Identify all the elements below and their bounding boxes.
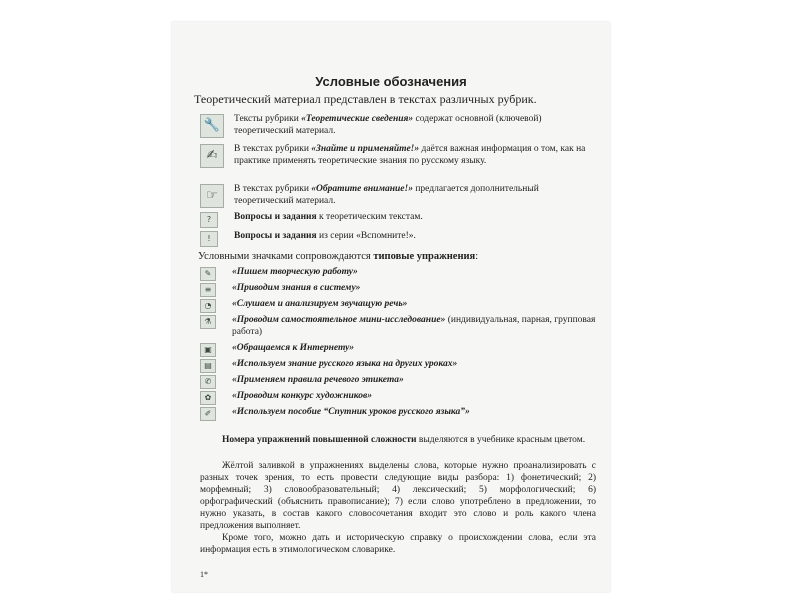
paragraph-analysis: Жёлтой заливкой в упражнениях выделены слова, которые нужно проанализировать с разных точек зрения, то есть провести следующие виды разбора: 1) фонетический; 2) морфемный; 3) словообразовательный; 4) лексический; 5) морфологический; 6) орфографический (объяснить правописание); 7) если слово употреблено в предложении, то нужно указать, в состав какого словосочетания входит это слово и роль какого члена предложения выполняет. [200,461,596,531]
ear-icon: ◔ [200,299,216,313]
document-page [172,22,610,592]
exercise-listen: ◔ «Слушаем и анализируем звучащую речь» [200,299,596,311]
exclamation-icon: ! [200,231,218,247]
paragraph-difficulty: Номера упражнений повышенной сложности выделяются в учебнике красным цветом. [222,435,586,445]
exercise-systematize: ≡ «Приводим знания в систему» [200,283,596,295]
hand-pointer-icon: ☞ [200,184,224,208]
hand-writing-icon: ✍ [200,144,224,168]
computer-icon: ▣ [200,343,216,357]
book-icon: ▤ [200,359,216,373]
paragraph-history: Кроме того, можно дать и историческую справку о происхождении слова, если эта информация есть в этимологическом словарике. [200,533,596,555]
speech-bubble-icon: ✆ [200,375,216,389]
page-title: Условные обозначения [315,74,467,89]
rubric-remember: ! Вопросы и задания из серии «Вспомните!». [200,231,596,247]
page-footer: 1* [200,570,208,579]
question-icon: ? [200,212,218,228]
rubric-theory: 🔧 Тексты рубрики «Теоретические сведения» содержат основной (ключевой) теоретический материал. [200,114,596,138]
exercise-research: ⚗ «Проводим самостоятельное мини-исследование» (индивидуальная, парная, групповая работа) [200,315,596,338]
exercise-etiquette: ✆ «Применяем правила речевого этикета» [200,375,596,387]
exercise-artists: ✿ «Проводим конкурс художников» [200,391,596,403]
pencil-icon: ✎ [200,267,216,281]
exercise-creative-work: ✎ «Пишем творческую работу» [200,267,596,279]
exercise-internet: ▣ «Обращаемся к Интернету» [200,343,596,355]
rubric-questions: ? Вопросы и задания к теоретическим текстам. [200,212,596,228]
page-subtitle: Теоретический материал представлен в текстах различных рубрик. [194,92,537,106]
companion-book-icon: ✐ [200,407,216,421]
wrench-icon: 🔧 [200,114,224,138]
exercise-other-lessons: ▤ «Используем знание русского языка на других уроках» [200,359,596,371]
flask-icon: ⚗ [200,315,216,329]
exercise-intro: Условными значками сопровождаются типовые упражнения: [198,251,479,262]
stack-icon: ≡ [200,283,216,297]
rubric-know-apply: ✍ В текстах рубрики «Знайте и применяйте!» даётся важная информация о том, как на практике применять теоретические знания по русскому языку. [200,144,596,180]
exercise-companion: ✐ «Используем пособие “Спутник уроков русского языка”» [200,407,596,419]
rubric-attention: ☞ В текстах рубрики «Обратите внимание!» предлагается дополнительный теоретический материал. [200,184,596,208]
palette-icon: ✿ [200,391,216,405]
